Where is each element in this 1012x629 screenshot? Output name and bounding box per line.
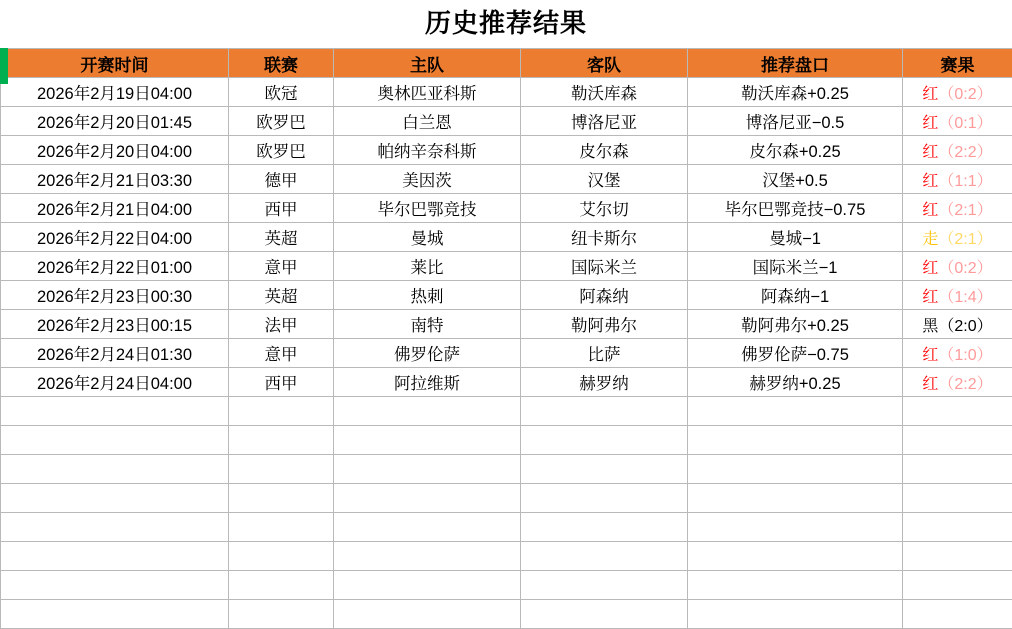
cell-pick: 汉堡+0.5 <box>688 165 903 194</box>
empty-cell <box>229 455 334 484</box>
cell-pick: 赫罗纳+0.25 <box>688 368 903 397</box>
result-score: （2:1） <box>938 231 992 248</box>
cell-result <box>903 310 1012 339</box>
empty-cell <box>688 600 903 629</box>
empty-row <box>1 600 1012 629</box>
cell-home: 白兰恩 <box>334 107 521 136</box>
cell-away: 皮尔森 <box>521 136 688 165</box>
empty-cell <box>229 484 334 513</box>
cell-away: 勒阿弗尔 <box>521 310 688 339</box>
cell-away: 国际米兰 <box>521 252 688 281</box>
result-label: 红 <box>922 173 938 190</box>
result-label: 红 <box>922 376 938 393</box>
empty-cell <box>688 571 903 600</box>
result-score: （0:1） <box>938 115 992 132</box>
cell-league: 西甲 <box>229 368 334 397</box>
empty-cell <box>334 455 521 484</box>
empty-cell <box>229 600 334 629</box>
result-label: 走 <box>922 231 938 248</box>
cell-league: 欧冠 <box>229 78 334 107</box>
result-label: 红 <box>922 260 938 277</box>
cell-pick: 勒阿弗尔+0.25 <box>688 310 903 339</box>
cell-away: 艾尔切 <box>521 194 688 223</box>
cell-away: 博洛尼亚 <box>521 107 688 136</box>
cell-time: 2026年2月20日04:00 <box>1 136 229 165</box>
table-header <box>1 49 1012 78</box>
cell-result <box>903 339 1012 368</box>
column-header-result: 赛果 <box>903 49 1012 78</box>
cell-pick: 毕尔巴鄂竞技−0.75 <box>688 194 903 223</box>
column-header-away: 客队 <box>521 49 688 78</box>
empty-cell <box>1 571 229 600</box>
cell-result <box>903 223 1012 252</box>
result-score: （1:1） <box>938 173 992 190</box>
table-row <box>1 165 1012 194</box>
empty-cell <box>1 426 229 455</box>
empty-cell <box>521 600 688 629</box>
cell-away: 赫罗纳 <box>521 368 688 397</box>
cell-time: 2026年2月19日04:00 <box>1 78 229 107</box>
column-header-pick: 推荐盘口 <box>688 49 903 78</box>
cell-home: 曼城 <box>334 223 521 252</box>
column-header-league: 联赛 <box>229 49 334 78</box>
empty-row <box>1 513 1012 542</box>
result-score: （2:1） <box>938 202 992 219</box>
empty-row <box>1 571 1012 600</box>
cell-pick: 皮尔森+0.25 <box>688 136 903 165</box>
empty-cell <box>688 513 903 542</box>
table-row <box>1 339 1012 368</box>
empty-cell <box>688 455 903 484</box>
cell-league: 英超 <box>229 223 334 252</box>
cell-home: 毕尔巴鄂竞技 <box>334 194 521 223</box>
empty-cell <box>334 426 521 455</box>
cell-pick: 博洛尼亚−0.5 <box>688 107 903 136</box>
cell-time: 2026年2月20日01:45 <box>1 107 229 136</box>
result-score: （1:4） <box>938 289 992 306</box>
result-label: 红 <box>922 202 938 219</box>
empty-cell <box>521 513 688 542</box>
empty-cell <box>334 600 521 629</box>
empty-row <box>1 426 1012 455</box>
empty-cell <box>688 542 903 571</box>
history-results-table <box>0 48 1012 629</box>
result-label: 红 <box>922 289 938 306</box>
cell-league: 德甲 <box>229 165 334 194</box>
empty-row <box>1 542 1012 571</box>
cell-time: 2026年2月22日01:00 <box>1 252 229 281</box>
cell-result <box>903 136 1012 165</box>
result-score: （0:2） <box>938 260 992 277</box>
cell-home: 佛罗伦萨 <box>334 339 521 368</box>
empty-cell <box>229 571 334 600</box>
cell-result <box>903 368 1012 397</box>
result-score: （2:2） <box>938 376 992 393</box>
table-row <box>1 107 1012 136</box>
cell-away: 勒沃库森 <box>521 78 688 107</box>
cell-league: 英超 <box>229 281 334 310</box>
cell-time: 2026年2月23日00:15 <box>1 310 229 339</box>
empty-row <box>1 455 1012 484</box>
table-row <box>1 223 1012 252</box>
empty-cell <box>229 542 334 571</box>
cell-pick: 阿森纳−1 <box>688 281 903 310</box>
cell-result <box>903 194 1012 223</box>
cell-home: 帕纳辛奈科斯 <box>334 136 521 165</box>
empty-cell <box>521 397 688 426</box>
cell-league: 欧罗巴 <box>229 136 334 165</box>
cell-result <box>903 252 1012 281</box>
left-accent-bar <box>0 48 8 84</box>
column-header-time: 开赛时间 <box>1 49 229 78</box>
cell-pick: 曼城−1 <box>688 223 903 252</box>
cell-away: 纽卡斯尔 <box>521 223 688 252</box>
cell-away: 汉堡 <box>521 165 688 194</box>
cell-pick: 佛罗伦萨−0.75 <box>688 339 903 368</box>
cell-league: 西甲 <box>229 194 334 223</box>
result-score: （2:0） <box>938 318 992 335</box>
empty-cell <box>688 397 903 426</box>
empty-cell <box>1 455 229 484</box>
cell-pick: 勒沃库森+0.25 <box>688 78 903 107</box>
empty-cell <box>229 513 334 542</box>
empty-row <box>1 484 1012 513</box>
empty-cell <box>903 426 1012 455</box>
table-row <box>1 368 1012 397</box>
table-row <box>1 136 1012 165</box>
cell-time: 2026年2月24日01:30 <box>1 339 229 368</box>
empty-cell <box>688 426 903 455</box>
empty-cell <box>521 542 688 571</box>
table-header-row <box>1 49 1012 78</box>
cell-result <box>903 165 1012 194</box>
page-title: 历史推荐结果 <box>0 0 1012 48</box>
empty-cell <box>521 484 688 513</box>
empty-cell <box>334 571 521 600</box>
cell-result <box>903 107 1012 136</box>
cell-away: 比萨 <box>521 339 688 368</box>
cell-home: 美因茨 <box>334 165 521 194</box>
empty-cell <box>334 397 521 426</box>
cell-time: 2026年2月21日04:00 <box>1 194 229 223</box>
cell-time: 2026年2月24日04:00 <box>1 368 229 397</box>
result-label: 黑 <box>922 318 938 335</box>
cell-result <box>903 78 1012 107</box>
empty-cell <box>903 455 1012 484</box>
cell-league: 欧罗巴 <box>229 107 334 136</box>
result-label: 红 <box>922 86 938 103</box>
empty-cell <box>334 542 521 571</box>
cell-league: 意甲 <box>229 252 334 281</box>
cell-home: 南特 <box>334 310 521 339</box>
empty-cell <box>903 542 1012 571</box>
cell-home: 阿拉维斯 <box>334 368 521 397</box>
cell-time: 2026年2月22日04:00 <box>1 223 229 252</box>
result-score: （1:0） <box>938 347 992 364</box>
cell-league: 意甲 <box>229 339 334 368</box>
empty-cell <box>1 513 229 542</box>
empty-cell <box>688 484 903 513</box>
empty-cell <box>1 600 229 629</box>
table-row <box>1 194 1012 223</box>
empty-cell <box>334 484 521 513</box>
cell-away: 阿森纳 <box>521 281 688 310</box>
table-row <box>1 310 1012 339</box>
result-score: （0:2） <box>938 86 992 103</box>
cell-home: 莱比 <box>334 252 521 281</box>
empty-cell <box>229 426 334 455</box>
table-row <box>1 252 1012 281</box>
cell-pick: 国际米兰−1 <box>688 252 903 281</box>
result-score: （2:2） <box>938 144 992 161</box>
empty-cell <box>903 600 1012 629</box>
cell-time: 2026年2月23日00:30 <box>1 281 229 310</box>
result-label: 红 <box>922 144 938 161</box>
empty-cell <box>903 397 1012 426</box>
empty-cell <box>521 426 688 455</box>
cell-home: 热刺 <box>334 281 521 310</box>
empty-row <box>1 397 1012 426</box>
empty-cell <box>1 542 229 571</box>
empty-cell <box>1 484 229 513</box>
cell-league: 法甲 <box>229 310 334 339</box>
cell-time: 2026年2月21日03:30 <box>1 165 229 194</box>
empty-cell <box>229 397 334 426</box>
empty-cell <box>903 571 1012 600</box>
empty-cell <box>521 571 688 600</box>
empty-cell <box>903 513 1012 542</box>
table-row <box>1 78 1012 107</box>
column-header-home: 主队 <box>334 49 521 78</box>
table-body <box>1 78 1012 629</box>
table-row <box>1 281 1012 310</box>
cell-home: 奥林匹亚科斯 <box>334 78 521 107</box>
empty-cell <box>1 397 229 426</box>
result-label: 红 <box>922 347 938 364</box>
empty-cell <box>334 513 521 542</box>
empty-cell <box>903 484 1012 513</box>
result-label: 红 <box>922 115 938 132</box>
empty-cell <box>521 455 688 484</box>
cell-result <box>903 281 1012 310</box>
